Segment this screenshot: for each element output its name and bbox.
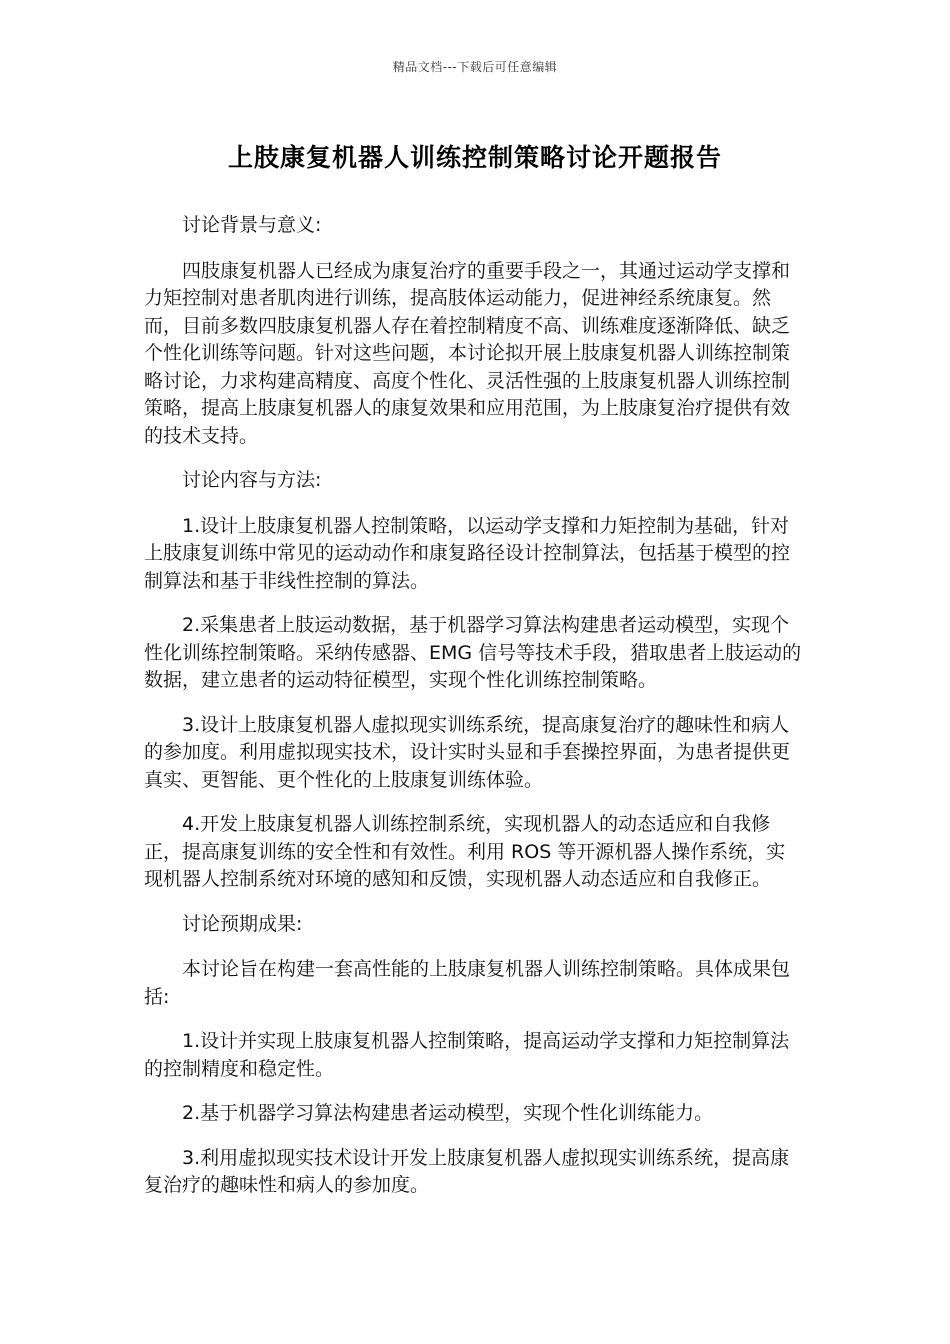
document-body <box>144 212 804 1217</box>
header-note: 精品文档---下载后可任意编辑 <box>392 60 558 74</box>
paragraph-result-1: 1.设计并实现上肢康复机器人控制策略，提高运动学支撑和力矩控制算法的控制精度和稳定性。 <box>144 1030 790 1080</box>
paragraph-method-3: 3.设计上肢康复机器人虚拟现实训练系统，提高康复治疗的趣味性和病人的参加度。利用虚拟现实技术，设计实时头显和手套操控界面，为患者提供更真实、更智能、更个性化的上肢康复训练体验。 <box>144 713 791 791</box>
paragraph-background: 四肢康复机器人已经成为康复治疗的重要手段之一，其通过运动学支撑和力矩控制对患者肌肉进行训练，提高肢体运动能力，促进神经系统康复。然而，目前多数四肢康复机器人存在着控制精度不高、训练难度逐渐降低、缺乏个性化训练等问题。针对这些问题，本讨论拟开展上肢康复机器人训练控制策略讨论，力求构建高精度、高度个性化、灵活性强的上肢康复机器人训练控制策略，提高上肢康复机器人的康复效果和应用范围，为上肢康复治疗提供有效的技术支持。 <box>144 259 791 447</box>
section-heading-background: 讨论背景与意义: <box>182 214 322 236</box>
paragraph-results-intro: 本讨论旨在构建一套高性能的上肢康复机器人训练控制策略。具体成果包括: <box>144 958 791 1008</box>
paragraph-method-2: 2.采集患者上肢运动数据，基于机器学习算法构建患者运动模型，实现个性化训练控制策略。采纳传感器、EMG 信号等技术手段，猎取患者上肢运动的数据，建立患者的运动特征模型，实现个性化训练控制策略。 <box>144 614 802 691</box>
paragraph-method-1: 1.设计上肢康复机器人控制策略，以运动学支撑和力矩控制为基础，针对上肢康复训练中常见的运动动作和康复路径设计控制算法，包括基于模型的控制算法和基于非线性控制的算法。 <box>144 514 791 592</box>
paragraph-result-3: 3.利用虚拟现实技术设计开发上肢康复机器人虚拟现实训练系统，提高康复治疗的趣味性和病人的参加度。 <box>144 1146 790 1196</box>
paragraph-method-4: 4.开发上肢康复机器人训练控制系统，实现机器人的动态适应和自我修正，提高康复训练的安全性和有效性。利用 ROS 等开源机器人操作系统，实现机器人控制系统对环境的感知和反馈，实现机器人动态适应和自我修正。 <box>144 813 786 890</box>
page-title: 上肢康复机器人训练控制策略讨论开题报告 <box>227 143 722 172</box>
section-heading-content-method: 讨论内容与方法: <box>182 469 322 491</box>
section-heading-expected-results: 讨论预期成果: <box>182 912 303 935</box>
paragraph-result-2: 2.基于机器学习算法构建患者运动模型，实现个性化训练能力。 <box>182 1102 714 1124</box>
